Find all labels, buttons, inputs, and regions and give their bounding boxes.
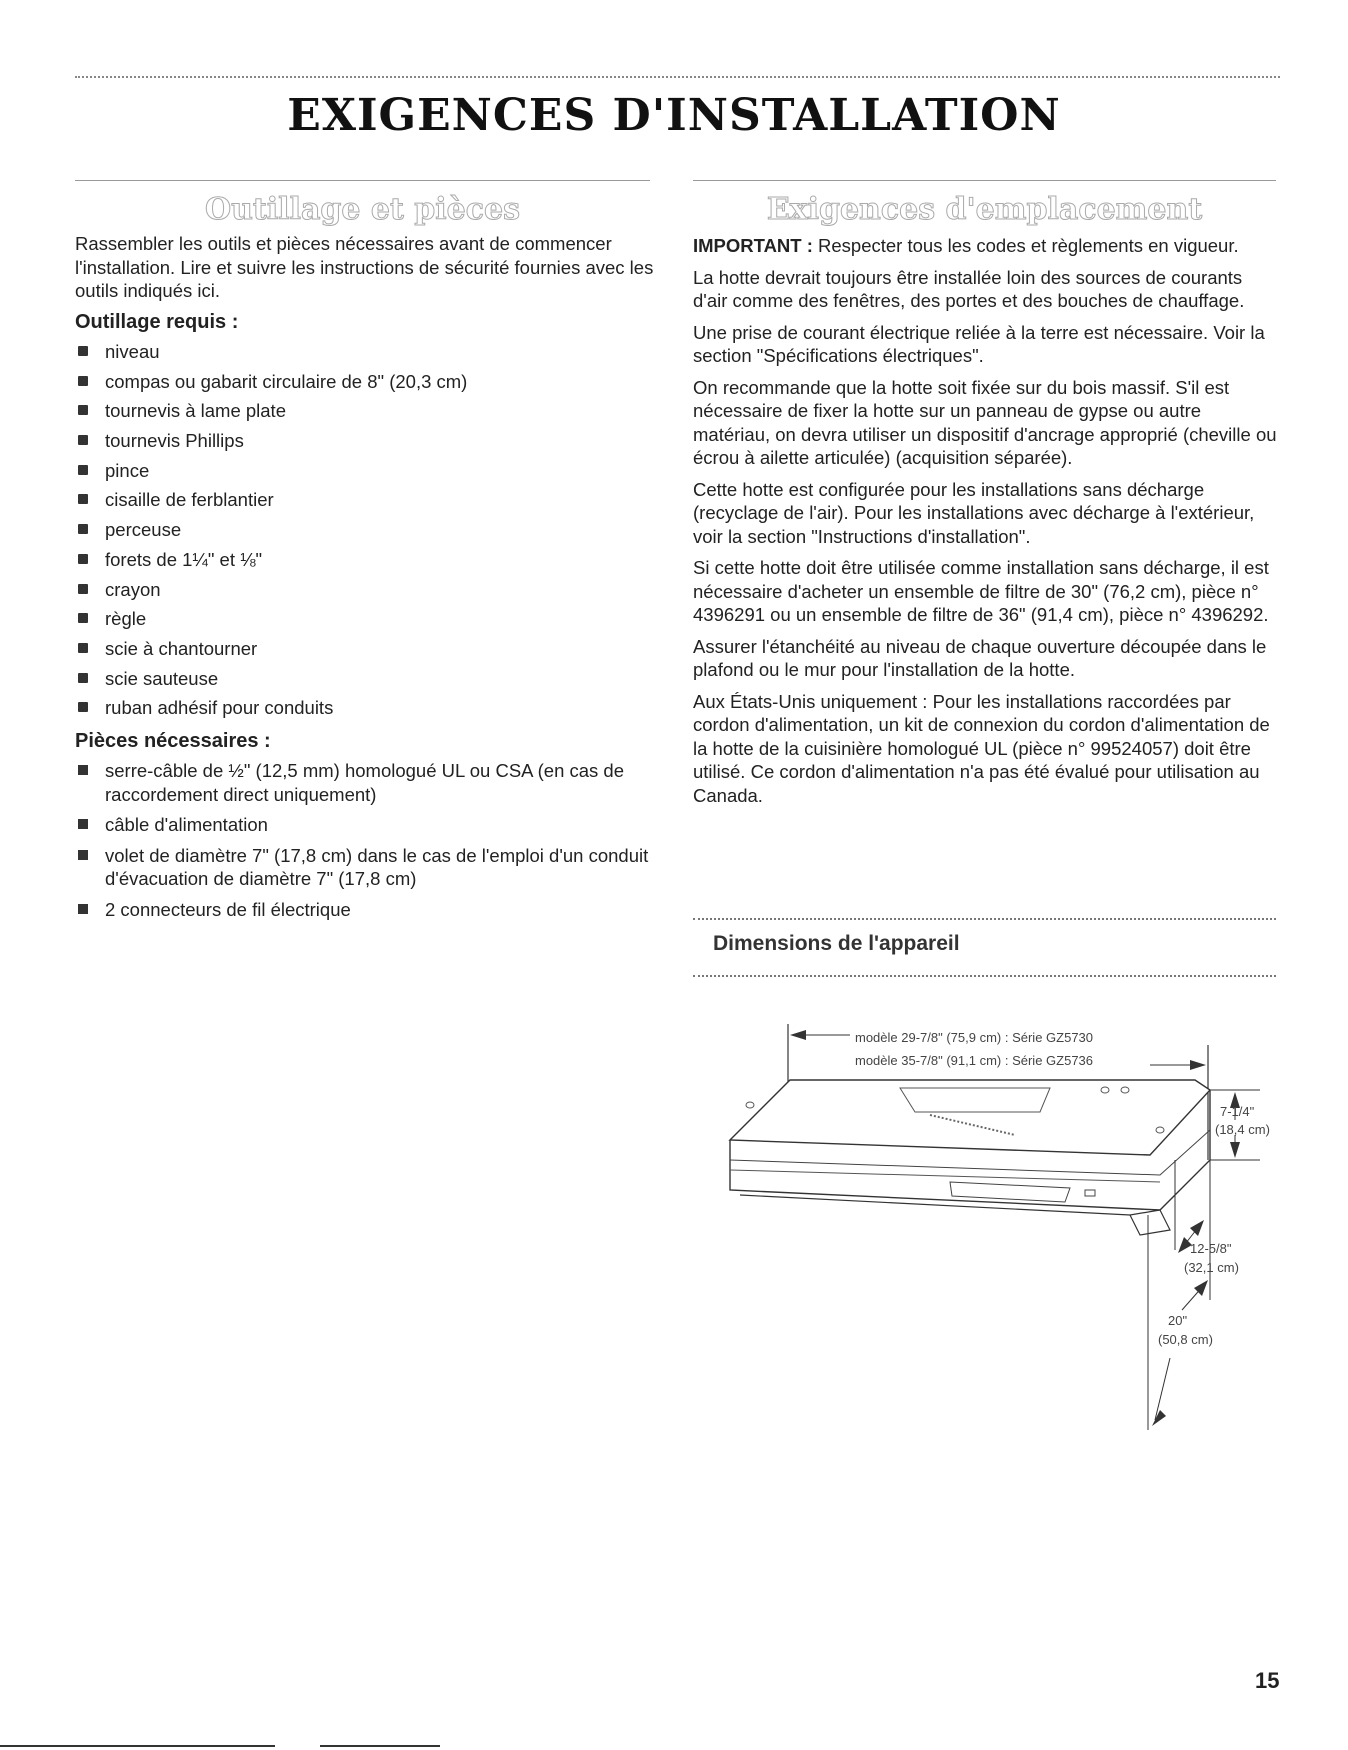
width-label-1: modèle 29-7/8" (75,9 cm) : Série GZ5730 xyxy=(855,1030,1094,1045)
important-text: Respecter tous les codes et règlements en vigueur. xyxy=(812,235,1239,256)
tools-list xyxy=(75,340,655,720)
list-item: tournevis Phillips xyxy=(75,429,655,453)
left-column xyxy=(75,232,655,928)
paragraph: Si cette hotte doit être utilisée comme installation sans décharge, il est nécessaire d'acheter un ensemble de filtre de 30" (76,2 cm), pièce n° 4396291 ou un ensemble de filtre de 36" (91,4 cm), pièce n° 4396292. xyxy=(693,557,1269,625)
list-item: pince xyxy=(75,459,655,483)
tools-intro: Rassembler les outils et pièces nécessaires avant de commencer l'installation. Lire et suivre les instructions de sécurité fournies avec les outils indiqués ici. xyxy=(75,233,654,301)
list-item: tournevis à lame plate xyxy=(75,399,655,423)
dimensions-header-box xyxy=(693,918,1276,977)
bullet-icon xyxy=(78,613,88,623)
paragraph: La hotte devrait toujours être installée loin des sources de courants d'air comme des fenêtres, des portes et des bouches de chauffage. xyxy=(693,266,1245,311)
bottom-edge-mark xyxy=(320,1745,440,1747)
parts-required-title: Pièces nécessaires : xyxy=(75,729,271,752)
bullet-icon xyxy=(78,494,88,504)
list-item: cisaille de ferblantier xyxy=(75,488,655,512)
bullet-icon xyxy=(78,554,88,564)
dimensions-title: Dimensions de l'appareil xyxy=(713,932,960,955)
bullet-icon xyxy=(78,376,88,386)
left-column-rule xyxy=(75,180,650,181)
bullet-icon xyxy=(78,346,88,356)
bullet-icon xyxy=(78,465,88,475)
right-column xyxy=(693,234,1278,815)
range-hood-diagram xyxy=(690,1010,1280,1450)
bullet-icon xyxy=(78,702,88,712)
bottom-edge-mark xyxy=(0,1745,275,1747)
depth1-label-in: 12-5/8" xyxy=(1190,1241,1232,1256)
list-item: crayon xyxy=(75,578,655,602)
paragraph: Aux États-Unis uniquement : Pour les installations raccordées par cordon d'alimentation, un kit de connexion du cordon d'alimentation de la hotte de la cuisinière homologué UL (pièce n° 99524057) doit être utilisé. Ce cordon d'alimentation n'a pas été évalué pour utilisation au Canada. xyxy=(693,690,1270,806)
list-item: forets de 1¼" et ⅛" xyxy=(75,548,655,572)
list-item: câble d'alimentation xyxy=(75,813,655,837)
list-item: serre-câble de ½" (12,5 mm) homologué UL ou CSA (en cas de raccordement direct uniquement) xyxy=(75,759,655,806)
location-section-heading: Exigences d'emplacement xyxy=(766,192,1203,227)
page-title: EXIGENCES D'INSTALLATION xyxy=(287,90,1061,141)
bullet-icon xyxy=(78,524,88,534)
important-label: IMPORTANT : xyxy=(693,235,813,256)
paragraph: Cette hotte est configurée pour les installations sans décharge (recyclage de l'air). Pour les installations avec décharge à l'extérieur, voir la section "Instructions d'installation". xyxy=(693,478,1255,547)
paragraph: On recommande que la hotte soit fixée sur du bois massif. S'il est nécessaire de fixer la hotte sur un panneau de gypse ou autre matériau, on devra utiliser un dispositif d'ancrage approprié (cheville ou écrou à ailette articulée) (acquisition séparée). xyxy=(693,376,1277,468)
bullet-icon xyxy=(78,405,88,415)
bullet-icon xyxy=(78,904,88,914)
bullet-icon xyxy=(78,643,88,653)
list-item: règle xyxy=(75,607,655,631)
bullet-icon xyxy=(78,819,88,829)
tools-required-title: Outillage requis : xyxy=(75,310,239,333)
bullet-icon xyxy=(78,850,88,860)
height-label-cm: (18,4 cm) xyxy=(1215,1122,1270,1137)
depth1-label-cm: (32,1 cm) xyxy=(1184,1260,1239,1275)
list-item: 2 connecteurs de fil électrique xyxy=(75,898,655,922)
list-item: volet de diamètre 7" (17,8 cm) dans le cas de l'emploi d'un conduit d'évacuation de diamètre 7" (17,8 cm) xyxy=(75,844,655,891)
list-item: scie à chantourner xyxy=(75,637,655,661)
depth2-label-in: 20" xyxy=(1168,1313,1188,1328)
list-item: ruban adhésif pour conduits xyxy=(75,696,655,720)
page-number: 15 xyxy=(1255,1668,1280,1693)
right-column-rule xyxy=(693,180,1276,181)
bullet-icon xyxy=(78,673,88,683)
list-item: perceuse xyxy=(75,518,655,542)
width-label-2: modèle 35-7/8" (91,1 cm) : Série GZ5736 xyxy=(855,1053,1094,1068)
bullet-icon xyxy=(78,765,88,775)
list-item: scie sauteuse xyxy=(75,667,655,691)
paragraph: Assurer l'étanchéité au niveau de chaque ouverture découpée dans le plafond ou le mur pour l'installation de la hotte. xyxy=(693,635,1267,680)
tools-section-heading: Outillage et pièces xyxy=(204,192,521,227)
bullet-icon xyxy=(78,435,88,445)
important-note xyxy=(693,234,1278,258)
hood-top xyxy=(730,1080,1210,1155)
top-dotted-rule xyxy=(75,76,1280,78)
list-item: niveau xyxy=(75,340,655,364)
height-label-in: 7-1/4" xyxy=(1220,1104,1255,1119)
parts-list xyxy=(75,759,655,921)
bullet-icon xyxy=(78,584,88,594)
depth2-label-cm: (50,8 cm) xyxy=(1158,1332,1213,1347)
list-item: compas ou gabarit circulaire de 8" (20,3 cm) xyxy=(75,370,655,394)
paragraph: Une prise de courant électrique reliée à la terre est nécessaire. Voir la section "Spécifications électriques". xyxy=(693,321,1265,366)
